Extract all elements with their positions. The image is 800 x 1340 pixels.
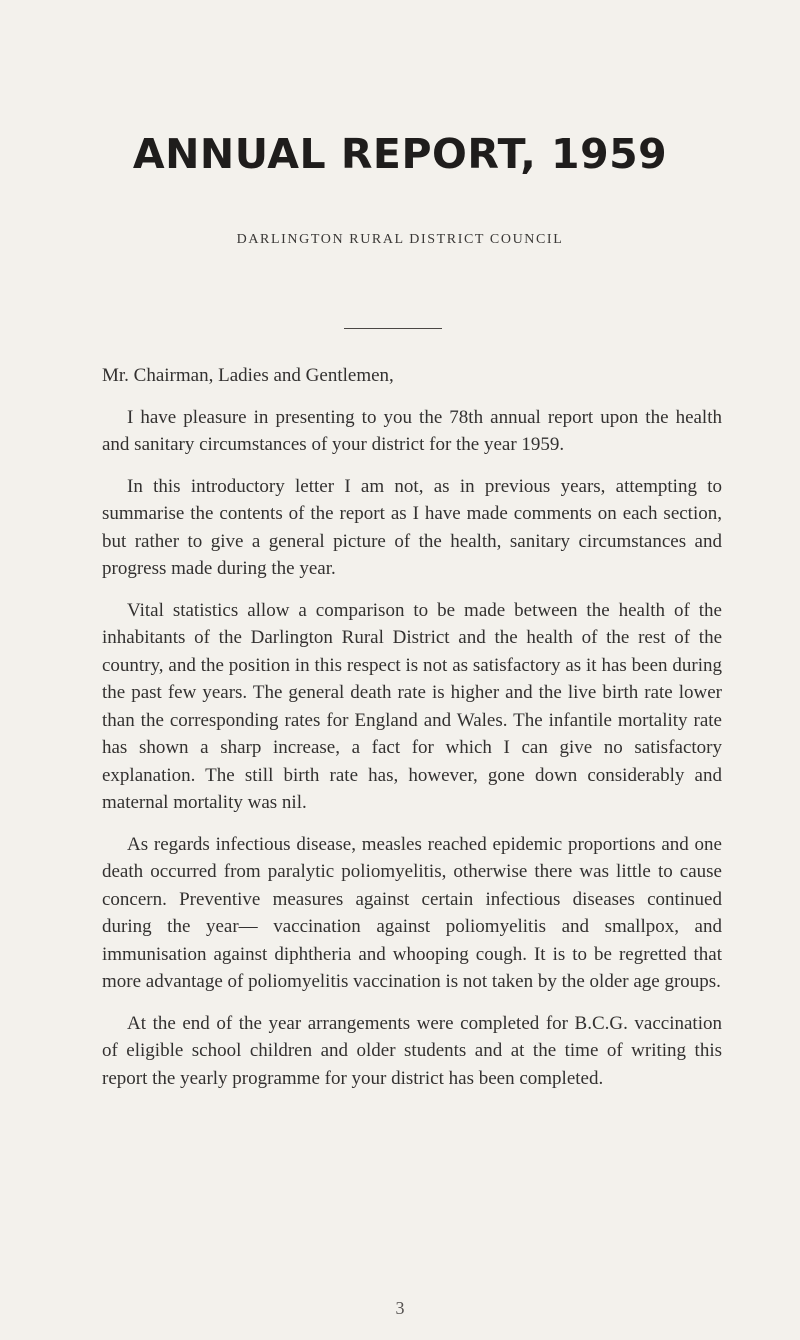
paragraph-intro: I have pleasure in presenting to you the 78th annual report upon the health and sanitary circumstances of your district for the year 1959. bbox=[102, 406, 722, 455]
divider-rule bbox=[344, 328, 442, 329]
paragraph-bcg-vaccination: At the end of the year arrangements were completed for B.C.G. vaccination of eligible school children and older students and at the time of writing this report the yearly programme for your district has been completed. bbox=[102, 1012, 722, 1089]
paragraph-vital-statistics: Vital statistics allow a comparison to be made between the health of the inhabitants of the Darlington Rural District and the health of the rest of the country, and the position in this respect is not as satisfactory as it has been during the past few years. The general death rate is higher and the live birth rate lower than the corresponding rates for England and Wales. The infantile mortality rate has shown a sharp increase, a fact for which I can give no satisfactory explanation. The still birth rate has, however, gone down considerably and maternal mortality was nil. bbox=[102, 599, 722, 813]
salutation: Mr. Chairman, Ladies and Gentlemen, bbox=[102, 365, 394, 386]
letter-body bbox=[102, 362, 722, 1106]
page-number: 3 bbox=[395, 1298, 405, 1318]
page-title: ANNUAL REPORT, 1959 bbox=[132, 130, 668, 178]
paragraph-infectious-disease: As regards infectious disease, measles reached epidemic proportions and one death occurred from paralytic poliomyelitis, otherwise there was little to cause concern. Preventive measures against certain infectious diseases continued during the year— vaccination against poliomyelitis and smallpox, and immunisation against diphtheria and whooping cough. It is to be regretted that more advantage of poliomyelitis vaccination is not taken by the older age groups. bbox=[102, 833, 722, 992]
paragraph-approach: In this introductory letter I am not, as in previous years, attempting to summarise the contents of the report as I have made comments on each section, but rather to give a general picture of the health, sanitary circumstances and progress made during the year. bbox=[102, 475, 722, 579]
council-name: DARLINGTON RURAL DISTRICT COUNCIL bbox=[236, 232, 564, 247]
